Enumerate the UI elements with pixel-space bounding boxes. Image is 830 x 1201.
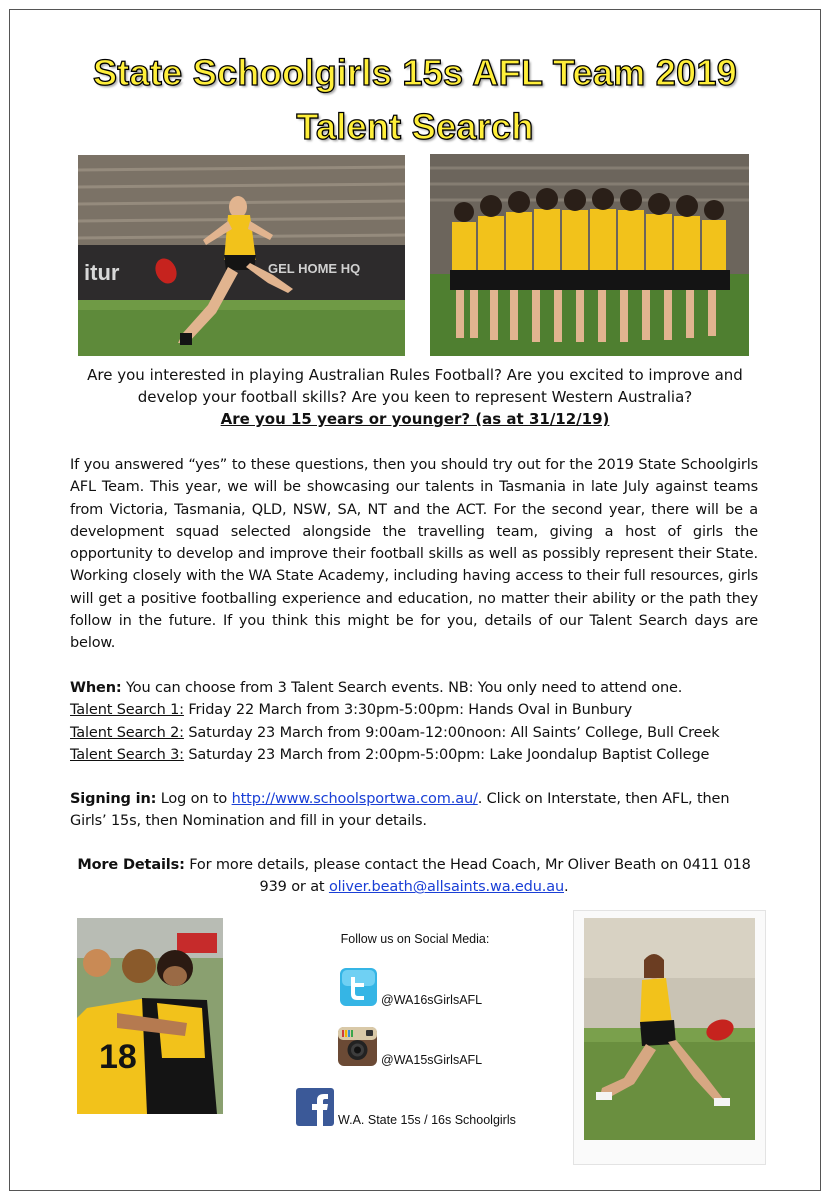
signing-in-section [70, 788, 760, 833]
when-section [70, 677, 770, 766]
instagram-icon[interactable] [338, 1027, 377, 1069]
details-post: . [564, 879, 569, 896]
event-3-detail: Saturday 23 March from 2:00pm-5:00pm: Lake Joondalup Baptist College [183, 746, 710, 763]
photo-celebration [77, 918, 223, 1114]
details-label: More Details: [77, 857, 185, 873]
twitter-handle: @WA16sGirlsAFL [381, 993, 483, 1007]
when-text: You can choose from 3 Talent Search events. NB: You only need to attend one. [121, 680, 683, 696]
event-3-name: Talent Search 3: [70, 746, 184, 763]
instagram-row[interactable] [338, 1027, 482, 1069]
age-question: Are you 15 years or younger? (as at 31/12/19) [220, 410, 610, 428]
more-details-section [70, 854, 758, 899]
details-pre: For more details, please contact the Head Coach, Mr Oliver Beath on 0411 018 939 or at [184, 857, 751, 896]
intro-questions [40, 364, 790, 430]
player-number: 18 [99, 1038, 137, 1076]
page-title [20, 46, 810, 154]
twitter-icon[interactable] [340, 968, 377, 1009]
schoolsport-link[interactable]: http://www.schoolsportwa.com.au/ [231, 791, 478, 807]
photo-player-kick-right [584, 918, 755, 1140]
signing-label: Signing in: [70, 791, 157, 807]
facebook-icon[interactable] [296, 1088, 334, 1129]
banner-text: GEL HOME HQ [268, 261, 361, 276]
signing-pre: Log on to [156, 791, 232, 807]
when-label: When: [70, 680, 122, 696]
event-1 [70, 699, 770, 721]
event-2 [70, 722, 770, 744]
event-1-name: Talent Search 1: [70, 702, 184, 719]
photo-player-kicking [78, 155, 405, 356]
body-paragraph: If you answered “yes” to these questions, then you should try out for the 2019 State Schoolgirls AFL Team. This year, we will be showcasing our talents in Tasmania in late July against teams from Victoria, Tasmania, QLD, NSW, SA, NT and the ACT. For the second year, there will be a development squad selected alongside the travelling team, giving a host of girls the opportunity to develop and improve their football skills as well as possibly represent their State. Working closely with the WA State Academy, including having access to their full resources, girls will get a positive footballing experience and education, no matter their ability or the path they follow in the future. If you think this might be for you, details of our Talent Search days are below. [70, 457, 758, 652]
twitter-row[interactable] [340, 968, 482, 1009]
instagram-handle: @WA15sGirlsAFL [381, 1053, 483, 1067]
event-2-name: Talent Search 2: [70, 724, 184, 741]
intro-line-2: develop your football skills? Are you keen to represent Western Australia? [137, 388, 693, 406]
event-3 [70, 744, 770, 766]
svg-text:itur: itur [84, 260, 120, 285]
event-2-detail: Saturday 23 March from 9:00am-12:00noon: All Saints’ College, Bull Creek [183, 724, 720, 741]
when-intro [70, 677, 770, 699]
intro-line-1: Are you interested in playing Australian Rules Football? Are you excited to improve and [87, 366, 743, 384]
photo-team-huddle [430, 154, 749, 356]
social-title: Follow us on Social Media: [340, 932, 490, 946]
coach-email-link[interactable]: oliver.beath@allsaints.wa.edu.au [328, 879, 564, 896]
title-line-2: Talent Search [296, 106, 534, 147]
title-line-1: State Schoolgirls 15s AFL Team 2019 [92, 52, 738, 93]
facebook-row[interactable] [296, 1088, 516, 1129]
signing-post: . Click on Interstate, then AFL, then Girls’ 15s, then Nomination and fill in your details. [70, 791, 730, 830]
event-1-detail: Friday 22 March from 3:30pm-5:00pm: Hands Oval in Bunbury [183, 702, 633, 719]
facebook-page: W.A. State 15s / 16s Schoolgirls [338, 1113, 516, 1127]
